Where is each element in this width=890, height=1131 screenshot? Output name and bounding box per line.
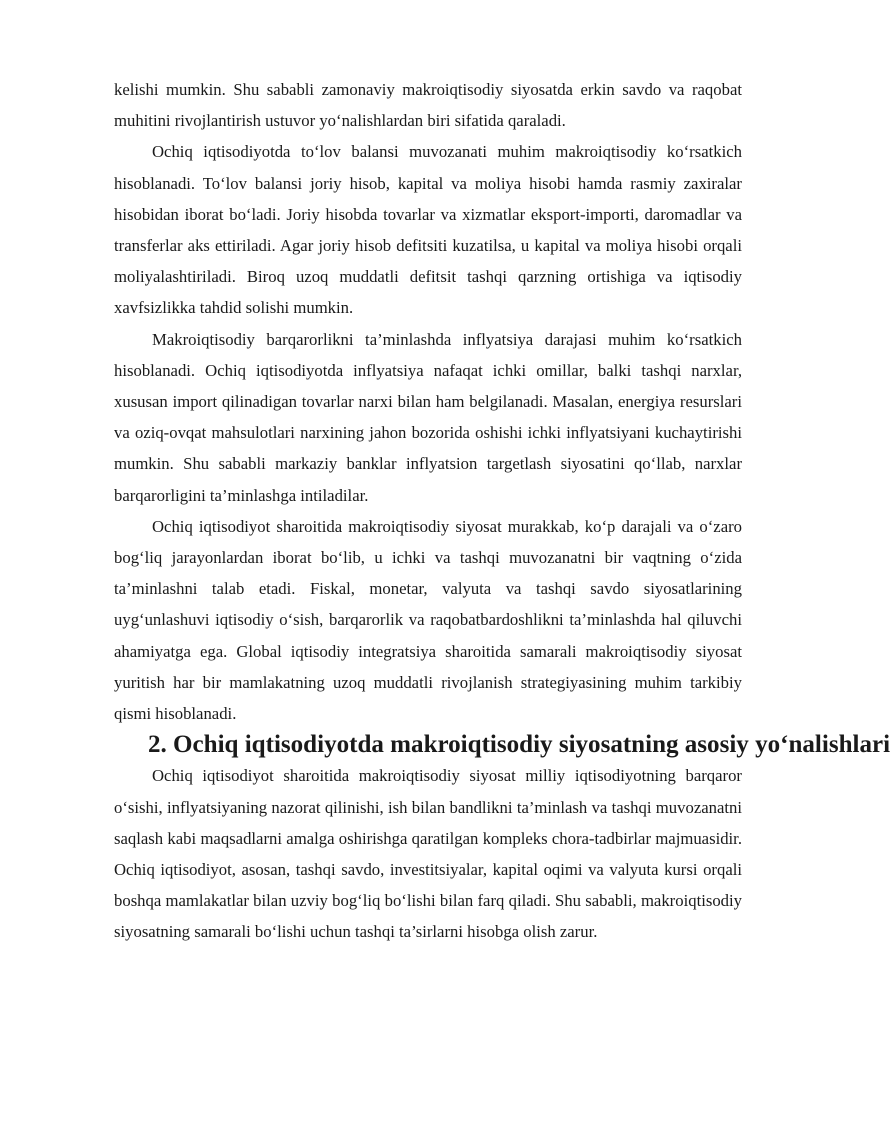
document-page bbox=[114, 74, 890, 948]
paragraph-policy-summary: Ochiq iqtisodiyot sharoitida makroiqtisodiy siyosat murakkab, ko‘p darajali va o‘zaro bog‘liq jarayonlardan iborat bo‘lib, u ichki va tashqi muvozanatni bir vaqtning o‘zida ta’minlashni talab etadi. Fiskal, monetar, valyuta va tashqi savdo siyosatlarining uyg‘unlashuvi iqtisodiy o‘sish, barqarorlik va raqobatbardoshlikni ta’minlashda hal qiluvchi ahamiyatga ega. Global iqtisodiy integratsiya sharoitida samarali makroiqtisodiy siyosat yuritish har bir mamlakatning uzoq muddatli rivojlanish strategiyasining muhim tarkibiy qismi hisoblanadi. bbox=[114, 516, 742, 724]
paragraph-section-intro: Ochiq iqtisodiyot sharoitida makroiqtisodiy siyosat milliy iqtisodiyotning barqaror o‘sishi, inflyatsiyaning nazorat qilinishi, ish bilan bandlikni ta’minlash va tashqi muvozanatni saqlash kabi maqsadlarni amalga oshirishga qaratilgan kompleks chora-tadbirlar majmuasidir. Ochiq iqtisodiyot, asosan, tashqi savdo, investitsiyalar, kapital oqimi va valyuta kursi orqali boshqa mamlakatlar bilan uzviy bog‘liq bo‘lishi bilan farq qiladi. Shu sababli, makroiqtisodiy siyosatning samarali bo‘lishi uchun tashqi ta’sirlarni hisobga olish zarur. bbox=[114, 766, 742, 942]
paragraph-continuation: kelishi mumkin. Shu sababli zamonaviy makroiqtisodiy siyosatda erkin savdo va raqobat muhitini rivojlantirish ustuvor yo‘nalishlardan biri sifatida qaraladi. bbox=[114, 80, 742, 131]
paragraph-inflation: Makroiqtisodiy barqarorlikni ta’minlashda inflyatsiya darajasi muhim ko‘rsatkich hisoblanadi. Ochiq iqtisodiyotda inflyatsiya nafaqat ichki omillar, balki tashqi narxlar, xususan import qilinadigan tovarlar narxi bilan ham belgilanadi. Masalan, energiya resurslari va oziq-ovqat mahsulotlari narxining jahon bozorida oshishi ichki inflyatsiyani kuchaytirishi mumkin. Shu sababli markaziy banklar inflyatsion targetlash siyosatini qo‘llab, narxlar barqarorligini ta’minlashga intiladilar. bbox=[114, 329, 742, 505]
paragraph-balance-of-payments: Ochiq iqtisodiyotda to‘lov balansi muvozanati muhim makroiqtisodiy ko‘rsatkich hisoblanadi. To‘lov balansi joriy hisob, kapital va moliya hisobi hamda rasmiy zaxiralar hisobidan iborat bo‘ladi. Joriy hisobda tovarlar va xizmatlar eksport-importi, daromadlar va transferlar aks ettiriladi. Agar joriy hisob defitsiti kuzatilsa, u kapital va moliya hisobi orqali moliyalashtiriladi. Biroq uzoq muddatli defitsit tashqi qarzning ortishiga va iqtisodiy xavfsizlikka tahdid solishi mumkin. bbox=[114, 142, 742, 318]
section-heading: 2. Ochiq iqtisodiyotda makroiqtisodiy siyosatning asosiy yo‘nalishlari bbox=[148, 731, 890, 759]
